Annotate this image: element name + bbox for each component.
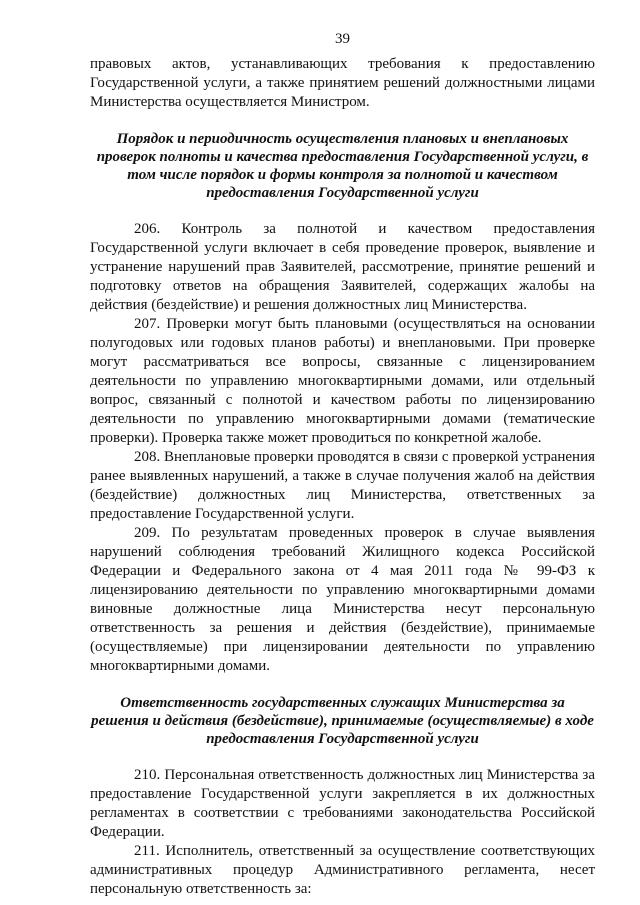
paragraph-continuation: правовых актов, устанавливающих требования к предоставлению Государственной услуги, а также принятием решений должностными лицами Министерства осуществляется Министром. [90, 56, 595, 110]
section-heading-responsibility: Ответственность государственных служащих Министерства за решения и действия (бездействие), принимаемые (осуществляемые) в ходе предоставления Государственной услуги [91, 695, 594, 747]
paragraph-207: 207. Проверки могут быть плановыми (осуществляться на основании полугодовых или годовых планов работы) и внеплановыми. При проверке могут рассматриваться все вопросы, связанные с лицензированием деятельности по управлению многоквартирными домами, или отдельный вопрос, связанный с полнотой и качеством работы по лицензированию деятельности по управлению многоквартирными домами (тематические проверки). Проверка также может проводиться по конкретной жалобе. [90, 316, 595, 446]
paragraph-210: 210. Персональная ответственность должностных лиц Министерства за предоставление Государственной услуги закрепляется в их должностных регламентах в соответствии с требованиями законодательства Российской Федерации. [90, 767, 595, 840]
paragraph-209: 209. По результатам проведенных проверок в случае выявления нарушений соблюдения требований Жилищного кодекса Российской Федерации и Федерального закона от 4 мая 2011 года № 99-ФЗ к лицензированию деятельности по управлению многоквартирными домами виновные должностные лица Министерства несут персональную ответственность за решения и действия (бездействие), принимаемые (осуществляемые) при лицензировании деятельности по управлению многоквартирными домами. [90, 525, 595, 674]
paragraph-208: 208. Внеплановые проверки проводятся в связи с проверкой устранения ранее выявленных нарушений, а также в случае получения жалоб на действия (бездействие) должностных лиц Министерства, ответственных за предоставление Государственной услуги. [90, 449, 595, 522]
paragraph-211: 211. Исполнитель, ответственный за осуществление соответствующих административных процедур Административного регламента, несет персональную ответственность за: [90, 843, 595, 897]
page-number: 39 [335, 31, 350, 47]
paragraph-206: 206. Контроль за полнотой и качеством предоставления Государственной услуги включает в себя проведение проверок, выявление и устранение нарушений прав Заявителей, рассмотрение, принятие решений и подготовку ответов на обращения Заявителей, содержащих жалобы на действия (бездействие) и решения должностных лиц Министерства. [90, 221, 595, 313]
section-heading-inspections: Порядок и периодичность осуществления плановых и внеплановых проверок полноты и качества предоставления Государственной услуги, в том числе порядок и формы контроля за полнотой и качеством предоставления Государственной услуги [96, 131, 589, 201]
